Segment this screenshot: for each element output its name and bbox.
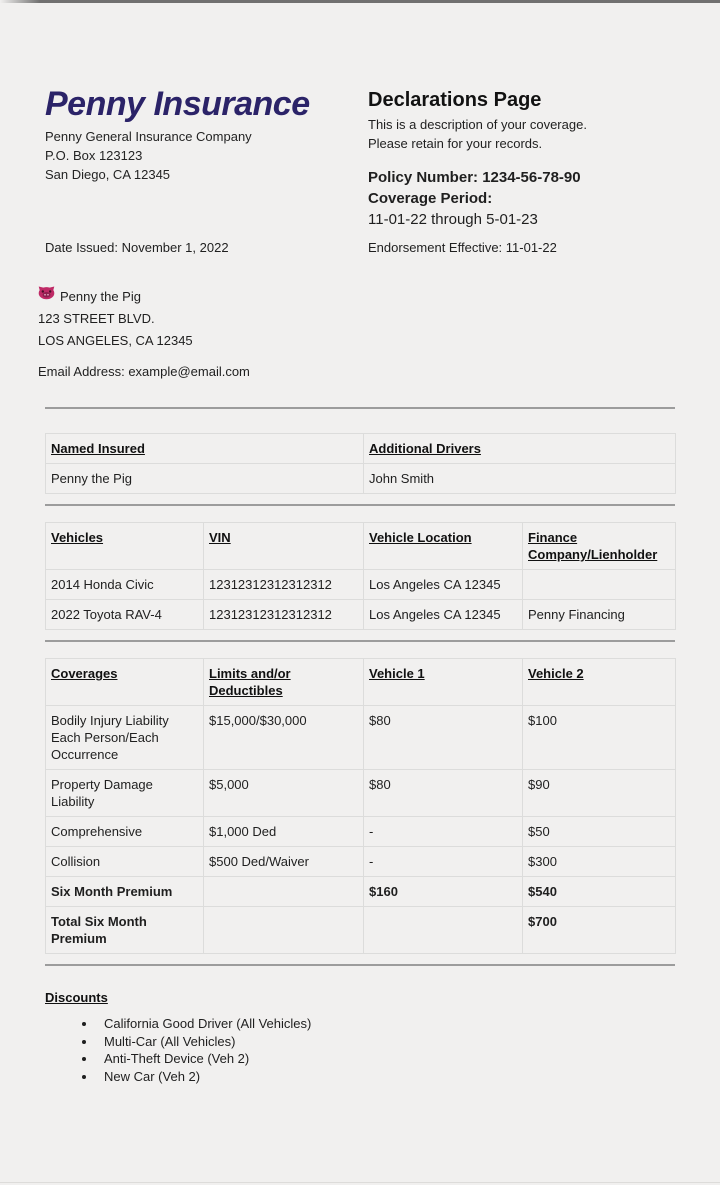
vin-header: VIN xyxy=(204,523,364,570)
additional-driver-value: John Smith xyxy=(364,464,676,494)
section-divider xyxy=(45,640,675,642)
total-premium-label: Total Six Month Premium xyxy=(46,907,204,954)
table-row xyxy=(46,570,676,600)
company-name: Penny General Insurance Company xyxy=(45,129,252,144)
section-divider xyxy=(45,964,675,966)
company-address xyxy=(45,127,368,184)
limits-deductibles-header: Limits and/or Deductibles xyxy=(204,659,364,706)
section-divider xyxy=(45,407,675,409)
company-logo: Penny Insurance xyxy=(45,85,310,123)
table-row xyxy=(46,817,676,847)
coverage-limits: $5,000 xyxy=(204,770,364,817)
vehicle2-header: Vehicle 2 xyxy=(523,659,676,706)
six-month-premium-vehicle1: $160 xyxy=(364,877,523,907)
screenshot-top-edge xyxy=(0,0,720,3)
six-month-premium-label: Six Month Premium xyxy=(46,877,204,907)
table-row xyxy=(46,464,676,494)
coverage-limits: $500 Ded/Waiver xyxy=(204,847,364,877)
six-month-premium-row xyxy=(46,877,676,907)
discount-item: • Multi-Car (All Vehicles) xyxy=(97,1033,675,1051)
policy-number: Policy Number: 1234-56-78-90 xyxy=(368,169,581,186)
vehicle-location: Los Angeles CA 12345 xyxy=(364,600,523,630)
endorsement-effective: Endorsement Effective: 11-01-22 xyxy=(368,240,557,255)
page-title: Declarations Page xyxy=(368,89,542,111)
table-row xyxy=(46,770,676,817)
discounts-section xyxy=(45,990,675,1085)
vehicles-table xyxy=(45,522,676,630)
additional-drivers-header: Additional Drivers xyxy=(364,434,676,464)
insured-street: 123 STREET BLVD. xyxy=(38,311,155,326)
subtitle-line-1: This is a description of your coverage. xyxy=(368,117,587,132)
coverages-table xyxy=(45,658,676,954)
coverage-name: Collision xyxy=(46,847,204,877)
named-insured-header: Named Insured xyxy=(46,434,364,464)
coverage-vehicle1-premium: - xyxy=(364,817,523,847)
date-issued: Date Issued: November 1, 2022 xyxy=(45,240,229,255)
coverage-vehicle2-premium: $90 xyxy=(523,770,676,817)
coverage-limits: $1,000 Ded xyxy=(204,817,364,847)
finance-company-header: Finance Company/Lienholder xyxy=(523,523,676,570)
insured-name-row xyxy=(38,286,675,308)
policy-info xyxy=(368,167,675,230)
screenshot-bottom-edge xyxy=(0,1182,720,1183)
date-row xyxy=(45,240,675,255)
total-premium-row xyxy=(46,907,676,954)
coverage-vehicle1-premium: $80 xyxy=(364,770,523,817)
vehicle-vin: 12312312312312312 xyxy=(204,600,364,630)
coverage-name: Comprehensive xyxy=(46,817,204,847)
section-divider xyxy=(45,504,675,506)
coverage-vehicle2-premium: $100 xyxy=(523,706,676,770)
empty-cell xyxy=(204,907,364,954)
vehicle-vin: 12312312312312312 xyxy=(204,570,364,600)
discounts-title: Discounts xyxy=(45,990,108,1005)
vehicle-name: 2022 Toyota RAV-4 xyxy=(46,600,204,630)
coverage-name: Property Damage Liability xyxy=(46,770,204,817)
insured-address-block xyxy=(38,286,675,383)
subtitle-line-2: Please retain for your records. xyxy=(368,136,543,151)
total-premium-value: $700 xyxy=(523,907,676,954)
table-row xyxy=(46,847,676,877)
company-po-box: P.O. Box 123123 xyxy=(45,148,143,163)
discount-item: • New Car (Veh 2) xyxy=(97,1068,675,1086)
coverage-limits: $15,000/$30,000 xyxy=(204,706,364,770)
vehicles-header: Vehicles xyxy=(46,523,204,570)
pig-icon xyxy=(38,285,55,307)
vehicle-name: 2014 Honda Civic xyxy=(46,570,204,600)
six-month-premium-vehicle2: $540 xyxy=(523,877,676,907)
vehicle1-header: Vehicle 1 xyxy=(364,659,523,706)
named-insured-table xyxy=(45,433,676,494)
coverage-vehicle2-premium: $300 xyxy=(523,847,676,877)
discount-item: • Anti-Theft Device (Veh 2) xyxy=(97,1050,675,1068)
coverage-name: Bodily Injury Liability Each Person/Each Occurrence xyxy=(46,706,204,770)
page-subtitle xyxy=(368,115,675,153)
discounts-list xyxy=(45,1015,675,1085)
table-header-row xyxy=(46,434,676,464)
named-insured-value: Penny the Pig xyxy=(46,464,364,494)
declarations-block xyxy=(368,86,675,230)
coverage-vehicle1-premium: - xyxy=(364,847,523,877)
table-header-row xyxy=(46,523,676,570)
coverage-vehicle2-premium: $50 xyxy=(523,817,676,847)
coverages-header: Coverages xyxy=(46,659,204,706)
insured-email: Email Address: example@email.com xyxy=(38,364,250,379)
vehicle-location-header: Vehicle Location xyxy=(364,523,523,570)
empty-cell xyxy=(364,907,523,954)
company-city: San Diego, CA 12345 xyxy=(45,167,171,182)
document-header xyxy=(45,86,675,230)
vehicle-location: Los Angeles CA 12345 xyxy=(364,570,523,600)
table-row xyxy=(46,706,676,770)
coverage-period-label: Coverage Period: xyxy=(368,190,493,207)
table-header-row xyxy=(46,659,676,706)
company-block xyxy=(45,86,368,230)
vehicle-finance-company: Penny Financing xyxy=(523,600,676,630)
insured-city-state-zip: LOS ANGELES, CA 12345 xyxy=(38,333,193,348)
coverage-period-value: 11-01-22 through 5-01-23 xyxy=(368,211,538,228)
empty-cell xyxy=(204,877,364,907)
table-row xyxy=(46,600,676,630)
insured-name: Penny the Pig xyxy=(60,289,141,304)
discount-item: • California Good Driver (All Vehicles) xyxy=(97,1015,675,1033)
coverage-vehicle1-premium: $80 xyxy=(364,706,523,770)
vehicle-finance-company xyxy=(523,570,676,600)
